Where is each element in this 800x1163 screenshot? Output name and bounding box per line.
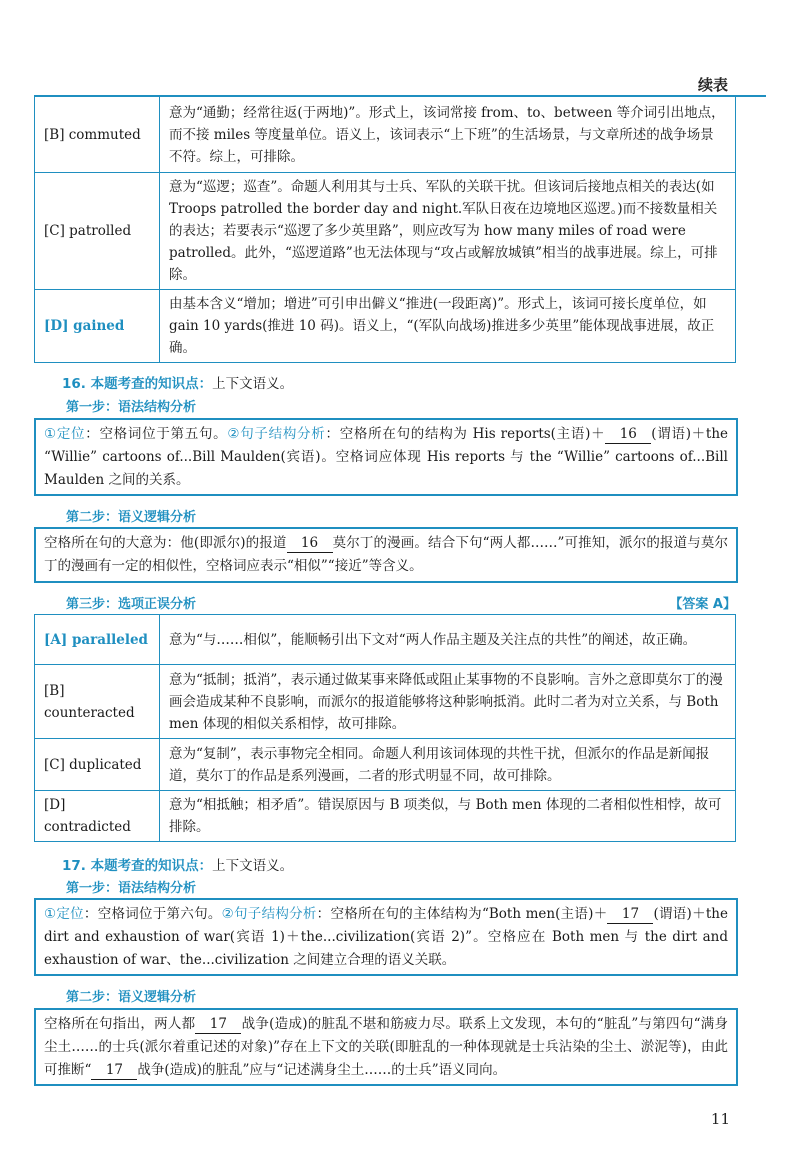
option-label: [C] patrolled	[35, 173, 160, 290]
q17-step1-title: 第一步：语法结构分析	[66, 881, 197, 896]
q17-title-prefix: 17. 本题考查的知识点：	[62, 858, 213, 874]
blank-17: 17	[607, 906, 653, 924]
table-row	[35, 97, 736, 173]
q16-step1-box	[34, 418, 738, 496]
logic-text-a: 空格所在句指出，两人都	[44, 1016, 196, 1032]
table-row	[35, 791, 736, 842]
option-label: [D] gained	[35, 290, 160, 363]
q16-step2-title: 第二步：语义逻辑分析	[66, 510, 197, 525]
logic-text-b: 莫尔丁的漫画。结合下句“两人都……”可推知，派尔的报道与莫尔丁的漫画有一定的相似性，空格词应表示“相似”“接近”等含义。	[44, 535, 728, 574]
locate-text: ：空格词位于第五句。	[85, 426, 228, 442]
structure-text-a: ：空格所在句的主体结构为“Both men(主语)＋	[316, 906, 608, 922]
q16-step2-box	[34, 527, 738, 583]
blank-16: 16	[605, 426, 651, 444]
q17-title-topic: 上下文语义。	[212, 858, 294, 874]
continued-label: 续表	[697, 76, 728, 94]
table-row	[35, 665, 736, 739]
blank-17: 17	[91, 1062, 137, 1080]
table-row	[35, 615, 736, 665]
structure-text-b: (谓语)＋the dirt and exhaustion of war(宾语 1)＋the...civilization(宾语 2)”。空格应在 Both men 与 the dirt and exhaustion of war、the...civilization 之间建立合理的语义关联。	[44, 906, 728, 968]
q17-step1-box	[34, 898, 738, 976]
structure-label: ②句子结构分析	[227, 426, 326, 442]
page-number: 11	[710, 1110, 730, 1128]
options-table-q16	[34, 614, 736, 842]
q17-step2-title: 第二步：语义逻辑分析	[66, 990, 197, 1005]
blank-17: 17	[195, 1016, 241, 1034]
q16-step1-title: 第一步：语法结构分析	[66, 400, 197, 415]
blank-16: 16	[287, 535, 333, 553]
option-explanation: 意为“相抵触；相矛盾”。错误原因与 B 项类似，与 Both men 体现的二者相似性相悖，故可排除。	[160, 791, 736, 842]
table-row	[35, 173, 736, 290]
option-explanation: 意为“通勤；经常往返(于两地)”。形式上，该词常接 from、to、between 等介词引出地点，而不接 miles 等度量单位。语义上，该词表示“上下班”的生活场景，与文章所述的战争场景不符。综上，可排除。	[160, 97, 736, 173]
locate-label: ①定位	[44, 906, 84, 922]
logic-text-b: 战争(造成)的脏乱不堪和筋疲力尽。联系上文发现，本句的“脏乱”与第四句“满身尘土……的士兵(派尔着重记述的对象)”存在上下文的关联(即脏乱的一种体现就是士兵沾染的尘土、淤泥等)，由此可推断“	[44, 1016, 729, 1078]
locate-label: ①定位	[44, 426, 86, 442]
option-label: [C] duplicated	[35, 739, 160, 791]
table-row	[35, 290, 736, 363]
option-label: [D] contradicted	[35, 791, 160, 842]
structure-text-a: ：空格所在句的结构为 His reports(主语)＋	[325, 426, 606, 442]
q16-title	[62, 372, 293, 392]
logic-text-c: 战争(造成)的脏乱”应与“记述满身尘土……的士兵”语义同向。	[137, 1062, 507, 1078]
structure-text-b: (谓语)＋the “Willie” cartoons of...Bill Maulden(宾语)。空格词应体现 His reports 与 the “Willie” cartoons of...Bill Maulden 之间的关系。	[44, 426, 729, 488]
logic-text-a: 空格所在句的大意为：他(即派尔)的报道	[44, 535, 287, 551]
table-row	[35, 739, 736, 791]
option-label: [B] commuted	[35, 97, 160, 173]
q16-title-prefix: 16. 本题考查的知识点：	[62, 376, 213, 392]
structure-label: ②句子结构分析	[221, 906, 317, 922]
options-table-q15	[34, 96, 736, 363]
q17-title	[62, 854, 293, 874]
option-explanation: 意为“巡逻；巡查”。命题人利用其与士兵、军队的关联干扰。但该词后接地点相关的表达(如 Troops patrolled the border day and night.军队日夜在边境地区巡逻。)而不接数量相关的表达；若要表示“巡逻了多少英里路”，则应改写为 how many miles of road were patrolled。此外，“巡逻道路”也无法体现与“攻占或解放城镇”相当的战事进展。综上，可排除。	[160, 173, 736, 290]
option-label: [B] counteracted	[35, 665, 160, 739]
option-explanation: 由基本含义“增加；增进”可引申出僻义“推进(一段距离)”。形式上，该词可接长度单位，如 gain 10 yards(推进 10 码)。语义上，“(军队向战场)推进多少英里”能体现战事进展，故正确。	[160, 290, 736, 363]
option-explanation: 意为“抵制；抵消”，表示通过做某事来降低或阻止某事物的不良影响。言外之意即莫尔丁的漫画会造成某种不良影响，而派尔的报道能够将这种影响抵消。此时二者为对立关系，与 Both men 体现的相似关系相悖，故可排除。	[160, 665, 736, 739]
answer-badge: 【答案 A】	[669, 597, 736, 612]
option-label: [A] paralleled	[35, 615, 160, 665]
q17-step2-box	[34, 1008, 738, 1086]
locate-text: ：空格词位于第六句。	[83, 906, 222, 922]
option-explanation: 意为“与……相似”，能顺畅引出下文对“两人作品主题及关注点的共性”的阐述，故正确。	[160, 615, 736, 665]
q16-step3-title: 第三步：选项正误分析	[66, 597, 197, 612]
option-explanation: 意为“复制”，表示事物完全相同。命题人利用该词体现的共性干扰，但派尔的作品是新闻报道，莫尔丁的作品是系列漫画，二者的形式明显不同，故可排除。	[160, 739, 736, 791]
q16-title-topic: 上下文语义。	[212, 376, 294, 392]
